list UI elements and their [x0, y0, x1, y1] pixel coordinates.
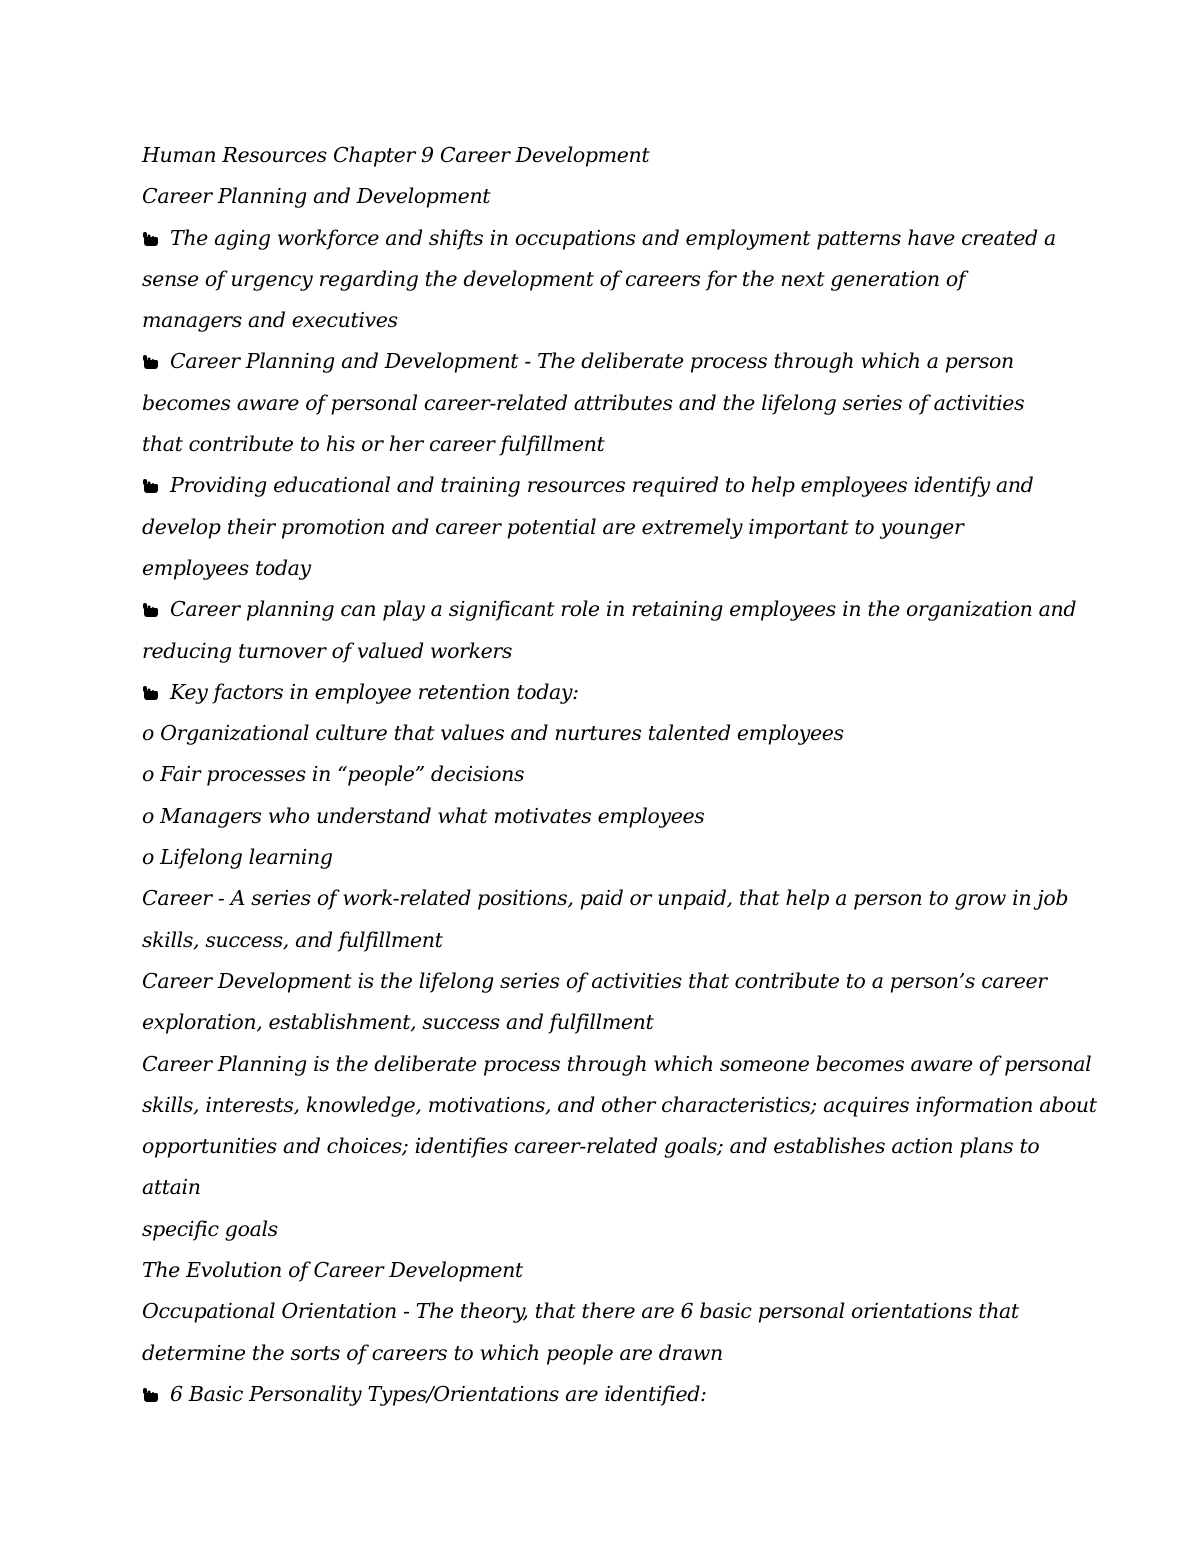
document-body: [142, 135, 1102, 1415]
line-text: Career Planning and Development: [142, 184, 491, 209]
line-text: managers and executives: [142, 308, 398, 333]
line-text: 6 Basic Personality Types/Orientations are identified:: [170, 1381, 707, 1406]
line-text: o Lifelong learning: [142, 845, 333, 870]
bullet-line: [142, 1374, 1102, 1415]
text-line: [142, 796, 1102, 837]
text-line: [142, 259, 1102, 300]
text-line: [142, 135, 1102, 176]
pointing-hand-icon: [142, 479, 160, 493]
text-line: [142, 837, 1102, 878]
text-line: [142, 878, 1102, 919]
text-line: [142, 1126, 1102, 1167]
pointing-hand-icon: [142, 355, 160, 369]
line-text: The aging workforce and shifts in occupations and employment patterns have created a: [170, 225, 1056, 250]
pointing-hand-icon: [142, 232, 160, 246]
text-line: [142, 1209, 1102, 1250]
text-line: [142, 713, 1102, 754]
line-text: develop their promotion and career potential are extremely important to younger: [142, 514, 964, 539]
text-line: [142, 1333, 1102, 1374]
text-line: [142, 754, 1102, 795]
line-text: Career Planning and Development - The deliberate process through which a person: [170, 349, 1014, 374]
text-line: [142, 300, 1102, 341]
line-text: attain: [142, 1175, 201, 1200]
line-text: exploration, establishment, success and fulfillment: [142, 1010, 654, 1035]
line-text: Career Development is the lifelong series of activities that contribute to a person’s career: [142, 968, 1047, 993]
text-line: [142, 424, 1102, 465]
line-text: sense of urgency regarding the development of careers for the next generation of: [142, 266, 966, 291]
text-line: [142, 961, 1102, 1002]
text-line: [142, 548, 1102, 589]
line-text: The Evolution of Career Development: [142, 1258, 523, 1283]
line-text: opportunities and choices; identifies career-related goals; and establishes action plans to: [142, 1134, 1040, 1159]
text-line: [142, 1167, 1102, 1208]
line-text: Career - A series of work-related positions, paid or unpaid, that help a person to grow in job: [142, 886, 1069, 911]
line-text: Human Resources Chapter 9 Career Development: [142, 143, 650, 167]
bullet-line: [142, 465, 1102, 506]
line-text: reducing turnover of valued workers: [142, 638, 513, 663]
bullet-line: [142, 589, 1102, 630]
line-text: o Fair processes in “people” decisions: [142, 762, 525, 787]
line-text: employees today: [142, 555, 311, 580]
pointing-hand-icon: [142, 603, 160, 617]
text-line: [142, 1291, 1102, 1332]
line-text: determine the sorts of careers to which people are drawn: [142, 1340, 723, 1365]
pointing-hand-icon: [142, 1388, 160, 1402]
line-text: Career Planning is the deliberate process through which someone becomes aware of personal: [142, 1051, 1092, 1076]
text-line: [142, 176, 1102, 217]
bullet-line: [142, 218, 1102, 259]
pointing-hand-icon: [142, 686, 160, 700]
text-line: [142, 1250, 1102, 1291]
bullet-line: [142, 341, 1102, 382]
text-line: [142, 507, 1102, 548]
text-line: [142, 1044, 1102, 1085]
text-line: [142, 383, 1102, 424]
text-line: [142, 920, 1102, 961]
line-text: Career planning can play a significant role in retaining employees in the organization and: [170, 597, 1077, 622]
line-text: Key factors in employee retention today:: [170, 679, 579, 704]
line-text: that contribute to his or her career fulfillment: [142, 432, 605, 457]
line-text: o Organizational culture that values and nurtures talented employees: [142, 721, 844, 746]
text-line: [142, 631, 1102, 672]
line-text: specific goals: [142, 1216, 278, 1241]
line-text: becomes aware of personal career-related attributes and the lifelong series of activities: [142, 390, 1025, 415]
line-text: Occupational Orientation - The theory, that there are 6 basic personal orientations that: [142, 1299, 1019, 1324]
text-line: [142, 1085, 1102, 1126]
text-line: [142, 1002, 1102, 1043]
line-text: skills, interests, knowledge, motivations, and other characteristics; acquires information about: [142, 1092, 1097, 1117]
line-text: Providing educational and training resources required to help employees identify and: [170, 473, 1034, 498]
line-text: skills, success, and fulfillment: [142, 927, 443, 952]
bullet-line: [142, 672, 1102, 713]
line-text: o Managers who understand what motivates employees: [142, 803, 705, 828]
